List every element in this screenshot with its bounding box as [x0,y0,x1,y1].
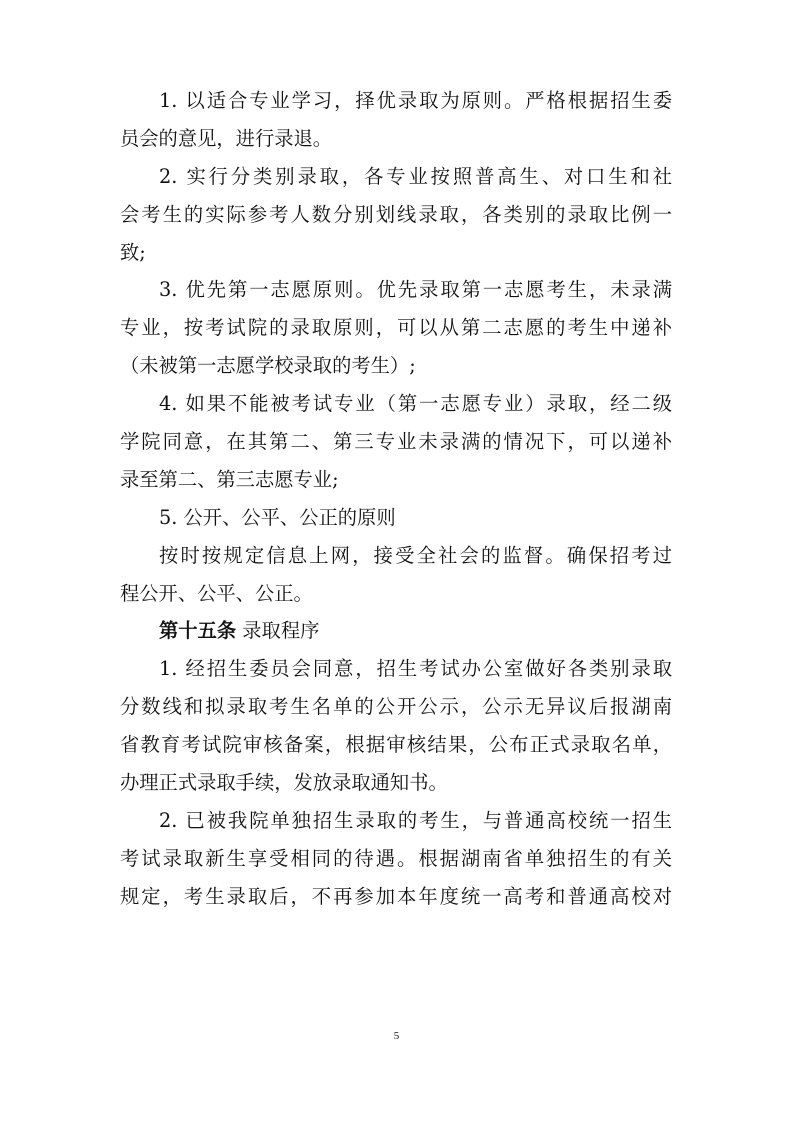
paragraph-2-line-1: 2. 实行分类别录取，各专业按照普高生、对口生和社 [159,164,672,188]
paragraph-3-line-2: 专业，按考试院的录取原则，可以从第二志愿的考生中递补 [120,316,672,340]
article-number: 第十五条 [159,619,237,643]
paragraph-1-line-1: 1. 以适合专业学习，择优录取为原则。严格根据招生委 [159,89,672,112]
page-number: 5 [393,1030,400,1042]
paragraph-4-line-3: 录至第二、第三志愿专业; [120,467,339,491]
paragraph-8-line-3: 规定，考生录取后，不再参加本年度统一高考和普通高校对 [120,884,672,908]
document-body [120,82,672,916]
paragraph-8-line-2: 考试录取新生享受相同的待遇。根据湖南省单独招生的有关 [120,846,672,870]
paragraph-7-line-1: 1. 经招生委员会同意，招生考试办公室做好各类别录取 [159,657,672,681]
paragraph-6-line-2: 程公开、公平、公正。 [120,581,313,605]
article-title: 录取程序 [242,619,320,643]
paragraph-1-line-2: 员会的意见，进行录退。 [120,126,333,150]
paragraph-4-line-1: 4. 如果不能被考试专业（第一志愿专业）录取，经二级 [159,392,672,416]
paragraph-5-heading: 5. 公开、公平、公正的原则 [159,505,396,529]
paragraph-2-line-2: 会考生的实际参考人数分别划线录取，各类别的录取比例一 [120,202,672,226]
paragraph-4-line-2: 学院同意，在其第二、第三专业未录满的情况下，可以递补 [120,430,672,454]
paragraph-3-line-1: 3. 优先第一志愿原则。优先录取第一志愿考生，未录满 [159,278,672,302]
paragraph-7-line-2: 分数线和拟录取考生名单的公开公示，公示无异议后报湖南 [120,695,672,719]
paragraph-7-line-4: 办理正式录取手续，发放录取通知书。 [120,771,448,795]
paragraph-3-line-3: （未被第一志愿学校录取的考生）; [120,354,416,378]
paragraph-6-line-1: 按时按规定信息上网，接受全社会的监督。确保招考过 [159,543,672,567]
paragraph-2-line-3: 致; [120,240,146,264]
paragraph-7-line-3: 省教育考试院审核备案，根据审核结果，公布正式录取名单， [120,733,672,757]
paragraph-8-line-1: 2. 已被我院单独招生录取的考生，与普通高校统一招生 [159,808,672,832]
article-heading-line [120,612,672,650]
